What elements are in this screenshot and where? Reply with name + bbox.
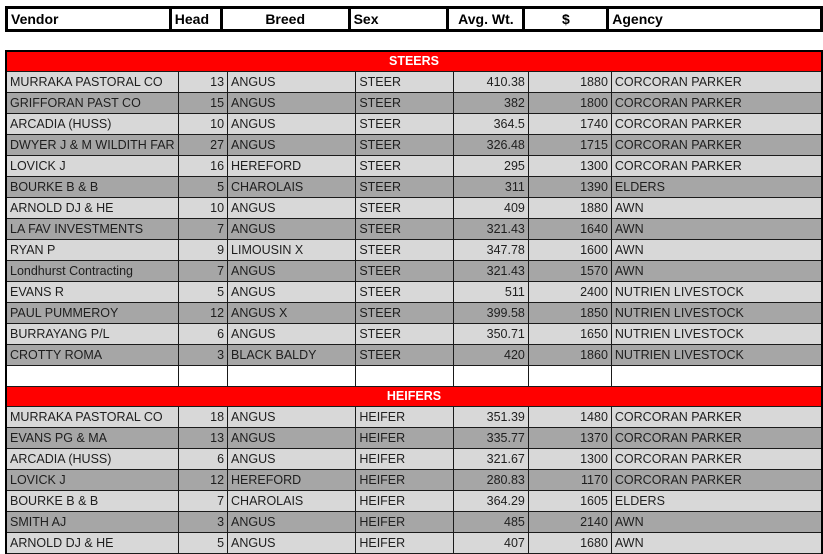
sex-cell: STEER bbox=[356, 219, 454, 240]
head-cell: 16 bbox=[178, 156, 227, 177]
price-cell: 1370 bbox=[528, 428, 611, 449]
avg-wt-cell: 335.77 bbox=[454, 428, 528, 449]
table-row bbox=[6, 135, 822, 156]
table-row bbox=[6, 533, 822, 554]
breed-cell: ANGUS bbox=[228, 135, 356, 156]
price-cell: 2140 bbox=[528, 512, 611, 533]
agency-cell: CORCORAN PARKER bbox=[611, 93, 822, 114]
avg-wt-cell: 364.5 bbox=[454, 114, 528, 135]
price-cell: 1740 bbox=[528, 114, 611, 135]
price-cell: 1860 bbox=[528, 345, 611, 366]
head-cell: 3 bbox=[178, 345, 227, 366]
breed-cell: ANGUS bbox=[228, 449, 356, 470]
vendor-cell: MURRAKA PASTORAL CO bbox=[6, 407, 178, 428]
vendor-cell: EVANS R bbox=[6, 282, 178, 303]
agency-cell: CORCORAN PARKER bbox=[611, 156, 822, 177]
agency-cell: CORCORAN PARKER bbox=[611, 428, 822, 449]
sales-table bbox=[5, 50, 823, 554]
header-breed: Breed bbox=[221, 8, 349, 31]
price-cell: 1300 bbox=[528, 156, 611, 177]
avg-wt-cell: 399.58 bbox=[454, 303, 528, 324]
table-row bbox=[6, 282, 822, 303]
breed-cell: ANGUS bbox=[228, 114, 356, 135]
breed-cell: ANGUS bbox=[228, 72, 356, 93]
sex-cell: STEER bbox=[356, 261, 454, 282]
table-row bbox=[6, 449, 822, 470]
breed-cell: CHAROLAIS bbox=[228, 177, 356, 198]
table-row bbox=[6, 324, 822, 345]
empty-cell bbox=[454, 366, 528, 387]
sex-cell: HEIFER bbox=[356, 512, 454, 533]
avg-wt-cell: 407 bbox=[454, 533, 528, 554]
vendor-cell: BOURKE B & B bbox=[6, 491, 178, 512]
price-cell: 1640 bbox=[528, 219, 611, 240]
vendor-cell: LA FAV INVESTMENTS bbox=[6, 219, 178, 240]
avg-wt-cell: 382 bbox=[454, 93, 528, 114]
sex-cell: HEIFER bbox=[356, 491, 454, 512]
vendor-cell: EVANS PG & MA bbox=[6, 428, 178, 449]
vendor-cell: ARCADIA (HUSS) bbox=[6, 114, 178, 135]
vendor-cell: LOVICK J bbox=[6, 470, 178, 491]
avg-wt-cell: 409 bbox=[454, 198, 528, 219]
header-agency: Agency bbox=[608, 8, 822, 31]
breed-cell: LIMOUSIN X bbox=[228, 240, 356, 261]
agency-cell: AWN bbox=[611, 198, 822, 219]
head-cell: 10 bbox=[178, 114, 227, 135]
section-header bbox=[6, 387, 822, 407]
sex-cell: STEER bbox=[356, 135, 454, 156]
avg-wt-cell: 511 bbox=[454, 282, 528, 303]
avg-wt-cell: 364.29 bbox=[454, 491, 528, 512]
vendor-cell: ARNOLD DJ & HE bbox=[6, 198, 178, 219]
breed-cell: ANGUS bbox=[228, 428, 356, 449]
agency-cell: NUTRIEN LIVESTOCK bbox=[611, 282, 822, 303]
vendor-cell: CROTTY ROMA bbox=[6, 345, 178, 366]
head-cell: 6 bbox=[178, 449, 227, 470]
price-cell: 1390 bbox=[528, 177, 611, 198]
agency-cell: CORCORAN PARKER bbox=[611, 114, 822, 135]
vendor-cell: Londhurst Contracting bbox=[6, 261, 178, 282]
table-row bbox=[6, 512, 822, 533]
avg-wt-cell: 295 bbox=[454, 156, 528, 177]
breed-cell: CHAROLAIS bbox=[228, 491, 356, 512]
sex-cell: HEIFER bbox=[356, 470, 454, 491]
empty-cell bbox=[611, 366, 822, 387]
section-title: STEERS bbox=[6, 51, 822, 72]
table-row bbox=[6, 156, 822, 177]
price-cell: 1605 bbox=[528, 491, 611, 512]
head-cell: 7 bbox=[178, 491, 227, 512]
section-header bbox=[6, 51, 822, 72]
agency-cell: ELDERS bbox=[611, 177, 822, 198]
breed-cell: ANGUS bbox=[228, 282, 356, 303]
avg-wt-cell: 420 bbox=[454, 345, 528, 366]
sex-cell: STEER bbox=[356, 282, 454, 303]
column-header-bar bbox=[5, 6, 823, 32]
price-cell: 1880 bbox=[528, 198, 611, 219]
price-cell: 2400 bbox=[528, 282, 611, 303]
price-cell: 1715 bbox=[528, 135, 611, 156]
vendor-cell: MURRAKA PASTORAL CO bbox=[6, 72, 178, 93]
vendor-cell: BURRAYANG P/L bbox=[6, 324, 178, 345]
table-row bbox=[6, 198, 822, 219]
header-price: $ bbox=[524, 8, 608, 31]
price-cell: 1300 bbox=[528, 449, 611, 470]
table-row bbox=[6, 345, 822, 366]
table-row bbox=[6, 491, 822, 512]
avg-wt-cell: 350.71 bbox=[454, 324, 528, 345]
header-vendor: Vendor bbox=[7, 8, 171, 31]
breed-cell: ANGUS bbox=[228, 407, 356, 428]
header-avg-wt: Avg. Wt. bbox=[448, 8, 524, 31]
price-cell: 1600 bbox=[528, 240, 611, 261]
sex-cell: STEER bbox=[356, 177, 454, 198]
breed-cell: ANGUS bbox=[228, 533, 356, 554]
vendor-cell: SMITH AJ bbox=[6, 512, 178, 533]
breed-cell: ANGUS X bbox=[228, 303, 356, 324]
vendor-cell: LOVICK J bbox=[6, 156, 178, 177]
empty-cell bbox=[6, 366, 178, 387]
vendor-cell: GRIFFORAN PAST CO bbox=[6, 93, 178, 114]
agency-cell: NUTRIEN LIVESTOCK bbox=[611, 303, 822, 324]
price-cell: 1850 bbox=[528, 303, 611, 324]
head-cell: 12 bbox=[178, 470, 227, 491]
price-cell: 1480 bbox=[528, 407, 611, 428]
vendor-cell: RYAN P bbox=[6, 240, 178, 261]
avg-wt-cell: 351.39 bbox=[454, 407, 528, 428]
avg-wt-cell: 280.83 bbox=[454, 470, 528, 491]
sex-cell: STEER bbox=[356, 303, 454, 324]
head-cell: 10 bbox=[178, 198, 227, 219]
avg-wt-cell: 410.38 bbox=[454, 72, 528, 93]
empty-cell bbox=[228, 366, 356, 387]
agency-cell: AWN bbox=[611, 533, 822, 554]
vendor-cell: ARCADIA (HUSS) bbox=[6, 449, 178, 470]
head-cell: 5 bbox=[178, 282, 227, 303]
agency-cell: CORCORAN PARKER bbox=[611, 72, 822, 93]
head-cell: 18 bbox=[178, 407, 227, 428]
header-head: Head bbox=[170, 8, 221, 31]
head-cell: 13 bbox=[178, 428, 227, 449]
head-cell: 12 bbox=[178, 303, 227, 324]
avg-wt-cell: 311 bbox=[454, 177, 528, 198]
agency-cell: CORCORAN PARKER bbox=[611, 470, 822, 491]
sex-cell: STEER bbox=[356, 198, 454, 219]
avg-wt-cell: 321.67 bbox=[454, 449, 528, 470]
avg-wt-cell: 321.43 bbox=[454, 219, 528, 240]
price-cell: 1800 bbox=[528, 93, 611, 114]
sex-cell: STEER bbox=[356, 345, 454, 366]
table-row bbox=[6, 303, 822, 324]
sex-cell: STEER bbox=[356, 324, 454, 345]
sex-cell: HEIFER bbox=[356, 449, 454, 470]
price-cell: 1170 bbox=[528, 470, 611, 491]
head-cell: 5 bbox=[178, 177, 227, 198]
sex-cell: STEER bbox=[356, 114, 454, 135]
avg-wt-cell: 326.48 bbox=[454, 135, 528, 156]
head-cell: 7 bbox=[178, 219, 227, 240]
sex-cell: STEER bbox=[356, 156, 454, 177]
price-cell: 1680 bbox=[528, 533, 611, 554]
agency-cell: AWN bbox=[611, 261, 822, 282]
sex-cell: STEER bbox=[356, 72, 454, 93]
sex-cell: STEER bbox=[356, 93, 454, 114]
agency-cell: CORCORAN PARKER bbox=[611, 135, 822, 156]
vendor-cell: ARNOLD DJ & HE bbox=[6, 533, 178, 554]
table-row bbox=[6, 407, 822, 428]
table-row bbox=[6, 470, 822, 491]
table-row bbox=[6, 428, 822, 449]
breed-cell: ANGUS bbox=[228, 324, 356, 345]
breed-cell: HEREFORD bbox=[228, 156, 356, 177]
table-row bbox=[6, 240, 822, 261]
head-cell: 27 bbox=[178, 135, 227, 156]
section-title: HEIFERS bbox=[6, 387, 822, 407]
agency-cell: ELDERS bbox=[611, 491, 822, 512]
empty-cell bbox=[178, 366, 227, 387]
head-cell: 3 bbox=[178, 512, 227, 533]
breed-cell: HEREFORD bbox=[228, 470, 356, 491]
header-sex: Sex bbox=[349, 8, 448, 31]
head-cell: 6 bbox=[178, 324, 227, 345]
sex-cell: STEER bbox=[356, 240, 454, 261]
price-cell: 1650 bbox=[528, 324, 611, 345]
empty-cell bbox=[356, 366, 454, 387]
avg-wt-cell: 485 bbox=[454, 512, 528, 533]
breed-cell: ANGUS bbox=[228, 261, 356, 282]
head-cell: 13 bbox=[178, 72, 227, 93]
head-cell: 15 bbox=[178, 93, 227, 114]
breed-cell: ANGUS bbox=[228, 198, 356, 219]
blank-row bbox=[6, 366, 822, 387]
head-cell: 9 bbox=[178, 240, 227, 261]
table-row bbox=[6, 114, 822, 135]
agency-cell: CORCORAN PARKER bbox=[611, 449, 822, 470]
agency-cell: CORCORAN PARKER bbox=[611, 407, 822, 428]
head-cell: 5 bbox=[178, 533, 227, 554]
breed-cell: BLACK BALDY bbox=[228, 345, 356, 366]
head-cell: 7 bbox=[178, 261, 227, 282]
agency-cell: AWN bbox=[611, 512, 822, 533]
breed-cell: ANGUS bbox=[228, 219, 356, 240]
agency-cell: NUTRIEN LIVESTOCK bbox=[611, 324, 822, 345]
breed-cell: ANGUS bbox=[228, 512, 356, 533]
vendor-cell: DWYER J & M WILDITH FAR bbox=[6, 135, 178, 156]
sex-cell: HEIFER bbox=[356, 533, 454, 554]
table-row bbox=[6, 219, 822, 240]
agency-cell: AWN bbox=[611, 240, 822, 261]
breed-cell: ANGUS bbox=[228, 93, 356, 114]
avg-wt-cell: 321.43 bbox=[454, 261, 528, 282]
sex-cell: HEIFER bbox=[356, 407, 454, 428]
table-row bbox=[6, 93, 822, 114]
price-cell: 1570 bbox=[528, 261, 611, 282]
vendor-cell: PAUL PUMMEROY bbox=[6, 303, 178, 324]
table-row bbox=[6, 72, 822, 93]
agency-cell: NUTRIEN LIVESTOCK bbox=[611, 345, 822, 366]
avg-wt-cell: 347.78 bbox=[454, 240, 528, 261]
sex-cell: HEIFER bbox=[356, 428, 454, 449]
vendor-cell: BOURKE B & B bbox=[6, 177, 178, 198]
table-row bbox=[6, 261, 822, 282]
agency-cell: AWN bbox=[611, 219, 822, 240]
empty-cell bbox=[528, 366, 611, 387]
table-row bbox=[6, 177, 822, 198]
price-cell: 1880 bbox=[528, 72, 611, 93]
